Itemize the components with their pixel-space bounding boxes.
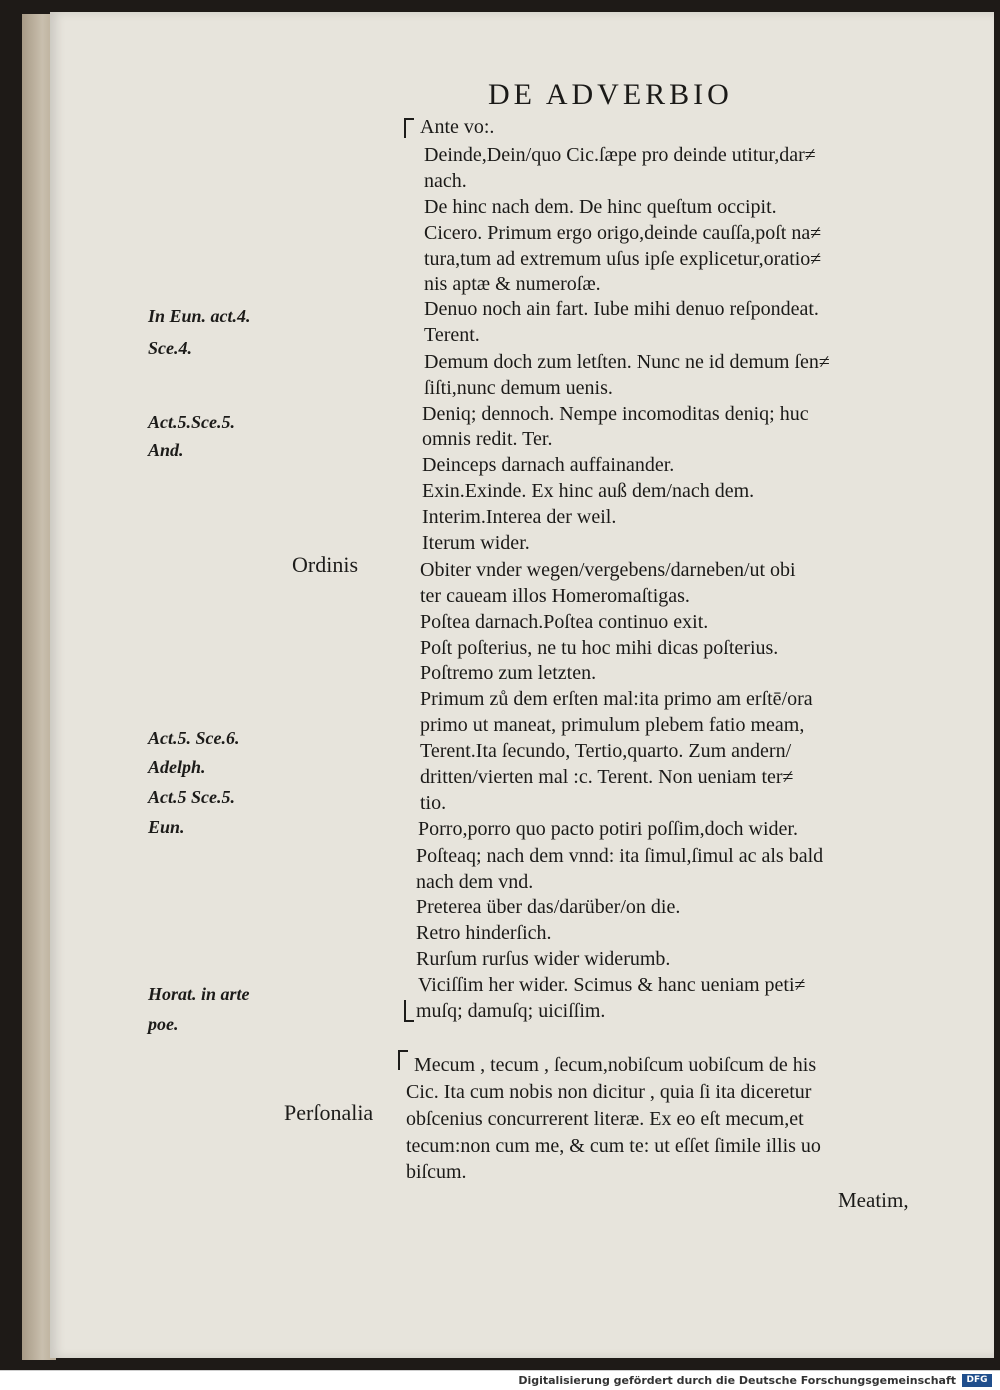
side-label-personalia: Perſonalia — [284, 1100, 374, 1125]
text-line: tio. — [420, 792, 447, 814]
text-line: primo ut maneat, primulum plebem fatio meam, — [420, 714, 805, 736]
text-line: Obiter vnder wegen/vergebens/darneben/ut obi — [420, 559, 796, 581]
text-line: ter caueam illos Homeromaſtigas. — [420, 585, 690, 607]
text-line: Iterum wider. — [422, 532, 530, 554]
text-line: Poſtremo zum letzten. — [420, 662, 597, 684]
side-label-ordinis: Ordinis — [292, 552, 358, 577]
margin-note: Sce.4. — [148, 338, 192, 358]
text-line: nach. — [424, 170, 467, 192]
margin-note: Horat. in arte — [148, 984, 250, 1004]
margin-note: Act.5.Sce.5. — [148, 412, 235, 432]
text-line: Primum zů dem erſten mal:ita primo am erſtē/ora — [420, 688, 813, 710]
margin-note: In Eun. act.4. — [148, 306, 251, 326]
text-line: Interim.Interea der weil. — [422, 506, 617, 528]
dfg-logo: DFG — [962, 1374, 992, 1387]
text-line: dritten/vierten mal :c. Terent. Non ueniam ter≠ — [420, 766, 794, 788]
catchword: Meatim, — [838, 1188, 909, 1212]
funding-note: Digitalisierung gefördert durch die Deutsche Forschungsgemeinschaft — [518, 1374, 956, 1387]
text-line: nis aptæ & numeroſæ. — [424, 273, 601, 295]
text-line: biſcum. — [406, 1161, 467, 1183]
text-line: Poſt poſterius, ne tu hoc mihi dicas poſterius. — [420, 637, 779, 659]
text-line: Preterea über das/darüber/on die. — [416, 896, 681, 918]
text-line: Terent. — [424, 324, 480, 346]
text-line: Cic. Ita cum nobis non dicitur , quia ſi ita diceretur — [406, 1081, 812, 1103]
text-line: nach dem vnd. — [416, 871, 534, 893]
text-line: Denuo noch ain fart. Iube mihi denuo reſpondeat. — [424, 298, 819, 320]
running-head: DE ADVERBIO — [488, 78, 733, 111]
text-line: Deniq; dennoch. Nempe incomoditas deniq; huc — [422, 403, 809, 425]
text-line: Poſtea darnach.Poſtea continuo exit. — [420, 611, 709, 633]
text-line: Demum doch zum letſten. Nunc ne id demum ſen≠ — [424, 351, 830, 373]
bracket-top — [404, 118, 414, 138]
text-line: Ante vo:. — [420, 116, 495, 138]
text-line: Porro,porro quo pacto potiri poſſim,doch wider. — [418, 818, 798, 840]
bracket-bottom — [404, 1000, 414, 1022]
margin-note: Eun. — [148, 817, 185, 837]
text-line: Exin.Exinde. Ex hinc auß dem/nach dem. — [422, 480, 755, 502]
margin-note: Adelph. — [148, 757, 206, 777]
text-line: Viciſſim her wider. Scimus & hanc ueniam peti≠ — [418, 974, 806, 996]
text-line: Cicero. Primum ergo origo,deinde cauſſa,poſt na≠ — [424, 222, 822, 244]
margin-note: poe. — [148, 1014, 179, 1034]
text-line: Rurſum rurſus wider widerumb. — [416, 948, 671, 970]
text-line: obſcenius concurrerent literæ. Ex eo eſt mecum,et — [406, 1108, 804, 1130]
text-line: Deinde,Dein/quo Cic.ſæpe pro deinde utitur,dar≠ — [424, 144, 816, 166]
text-line: omnis redit. Ter. — [422, 428, 553, 450]
text-line: Deinceps darnach auffainander. — [422, 454, 675, 476]
text-line: tecum:non cum me, & cum te: ut eſſet ſimile illis uo — [406, 1135, 821, 1157]
text-line: muſq; damuſq; uiciſſim. — [416, 1000, 606, 1022]
text-line: De hinc nach dem. De hinc queſtum occipit. — [424, 196, 777, 218]
margin-note: And. — [148, 440, 184, 460]
text-line: Terent.Ita ſecundo, Tertio,quarto. Zum andern/ — [420, 740, 792, 762]
margin-note: Act.5 Sce.5. — [148, 787, 235, 807]
text-line: Mecum , tecum , ſecum,nobiſcum uobiſcum de his — [414, 1054, 817, 1076]
text-line: ſiſti,nunc demum uenis. — [424, 377, 613, 399]
margin-note: Act.5. Sce.6. — [148, 728, 240, 748]
text-line: Poſteaq; nach dem vnnd: ita ſimul,ſimul ac als bald — [416, 845, 824, 867]
bracket-personalia — [398, 1050, 408, 1070]
text-line: Retro hinderſich. — [416, 922, 552, 944]
text-line: tura,tum ad extremum uſus ipſe explicetur,oratio≠ — [424, 248, 822, 270]
footer-bar — [0, 1370, 1000, 1390]
